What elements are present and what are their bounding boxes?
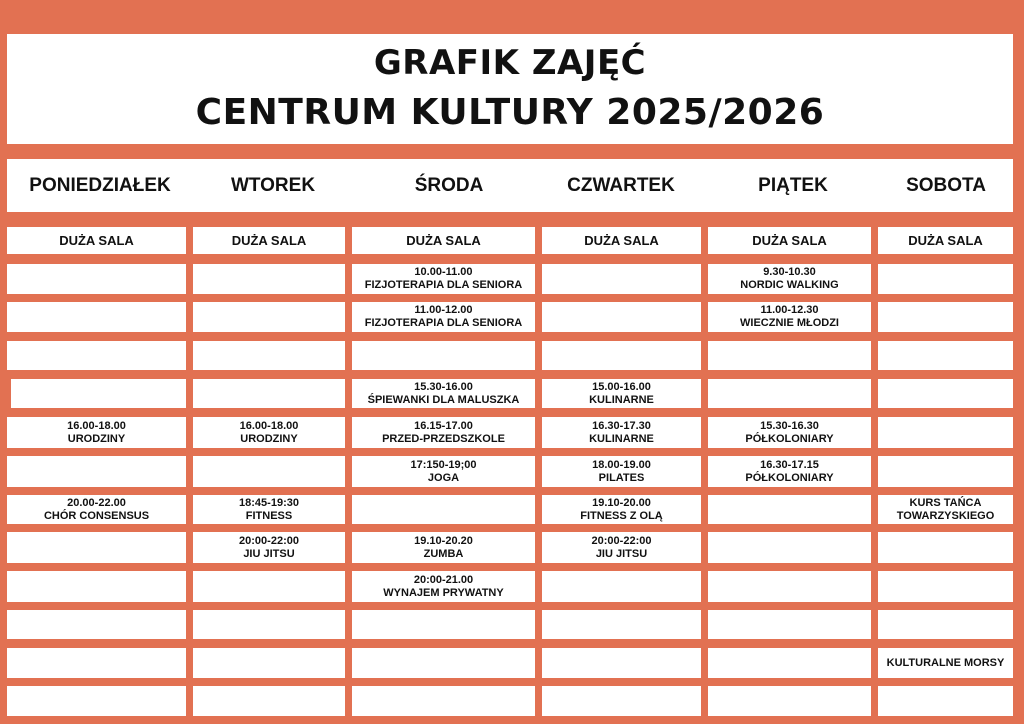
schedule-cell [542,610,701,639]
page-subtitle: CENTRUM KULTURY 2025/2026 [195,92,825,133]
room-label: DUŻA SALA [878,227,1013,254]
schedule-cell [542,686,701,716]
schedule-cell [7,648,186,678]
schedule-cell [708,341,871,370]
schedule-cell [878,264,1013,294]
schedule-cell: 20:00-22:00 JIU JITSU [193,532,345,563]
day-header: PIĄTEK [758,175,828,196]
schedule-cell [878,571,1013,602]
schedule-cell [708,610,871,639]
schedule-cell [352,686,535,716]
schedule-cell [193,341,345,370]
schedule-cell: 20.00-22.00 CHÓR CONSENSUS [7,495,186,524]
schedule-cell [7,686,186,716]
schedule-cell [878,417,1013,448]
room-label: DUŻA SALA [7,227,186,254]
schedule-cell [708,495,871,524]
schedule-cell [352,495,535,524]
schedule-cell [878,456,1013,487]
schedule-cell [193,610,345,639]
page-title: GRAFIK ZAJĘĆ [373,43,647,83]
schedule-cell [7,302,186,332]
schedule-cell [352,341,535,370]
schedule-cell [878,686,1013,716]
schedule-cell [542,264,701,294]
schedule-cell [878,302,1013,332]
schedule-cell: 20:00-21.00 WYNAJEM PRYWATNY [352,571,535,602]
room-label: DUŻA SALA [708,227,871,254]
schedule-cell [708,571,871,602]
day-header: PONIEDZIAŁEK [29,175,171,196]
schedule-cell: KULTURALNE MORSY [878,648,1013,678]
schedule-cell [7,571,186,602]
schedule-cell [708,532,871,563]
title-box [7,34,1013,144]
schedule-cell: 16.30-17.30 KULINARNE [542,417,701,448]
schedule-cell [352,610,535,639]
schedule-cell [7,532,186,563]
schedule-cell: 10.00-11.00 FIZJOTERAPIA DLA SENIORA [352,264,535,294]
schedule-cell [878,610,1013,639]
room-label: DUŻA SALA [193,227,345,254]
schedule-cell [193,686,345,716]
schedule-cell [193,264,345,294]
schedule-cell: 11.00-12.00 FIZJOTERAPIA DLA SENIORA [352,302,535,332]
schedule-cell: 20:00-22:00 JIU JITSU [542,532,701,563]
schedule-cell [708,379,871,408]
schedule-cell: 15.30-16.30 PÓŁKOLONIARY [708,417,871,448]
schedule-cell [878,341,1013,370]
schedule-cell [193,571,345,602]
schedule-cell [193,456,345,487]
schedule-cell: 11.00-12.30 WIECZNIE MŁODZI [708,302,871,332]
room-label: DUŻA SALA [352,227,535,254]
schedule-cell: 9.30-10.30 NORDIC WALKING [708,264,871,294]
schedule-cell [7,456,186,487]
day-header: ŚRODA [414,175,484,196]
schedule-cell: 16.00-18.00 URODZINY [7,417,186,448]
schedule-cell [542,571,701,602]
schedule-cell: 19.10-20.00 FITNESS Z OLĄ [542,495,701,524]
schedule-cell: 16.00-18.00 URODZINY [193,417,345,448]
schedule-cell [7,610,186,639]
schedule-cell: 15.00-16.00 KULINARNE [542,379,701,408]
schedule-cell [352,648,535,678]
schedule-cell [542,648,701,678]
day-header-row [7,159,1013,212]
schedule-cell [542,341,701,370]
schedule-cell [11,379,186,408]
schedule-cell [708,648,871,678]
schedule-cell: 18.00-19.00 PILATES [542,456,701,487]
schedule-cell [193,302,345,332]
schedule-cell: 17:150-19;00 JOGA [352,456,535,487]
schedule-cell: 16.15-17.00 PRZED-PRZEDSZKOLE [352,417,535,448]
schedule-cell [708,686,871,716]
schedule-cell [878,379,1013,408]
schedule-cell: 19.10-20.20 ZUMBA [352,532,535,563]
schedule-cell: 16.30-17.15 PÓŁKOLONIARY [708,456,871,487]
day-header: SOBOTA [906,175,986,196]
day-header: CZWARTEK [567,175,675,196]
schedule-cell: 18:45-19:30 FITNESS [193,495,345,524]
schedule-cell [542,302,701,332]
day-header: WTOREK [230,175,316,196]
schedule-cell [193,379,345,408]
schedule-cell [7,341,186,370]
schedule-cell [7,264,186,294]
schedule-cell [193,648,345,678]
schedule-cell [878,532,1013,563]
room-label: DUŻA SALA [542,227,701,254]
schedule-cell: KURS TAŃCA TOWARZYSKIEGO [878,495,1013,524]
schedule-cell: 15.30-16.00 ŚPIEWANKI DLA MALUSZKA [352,379,535,408]
